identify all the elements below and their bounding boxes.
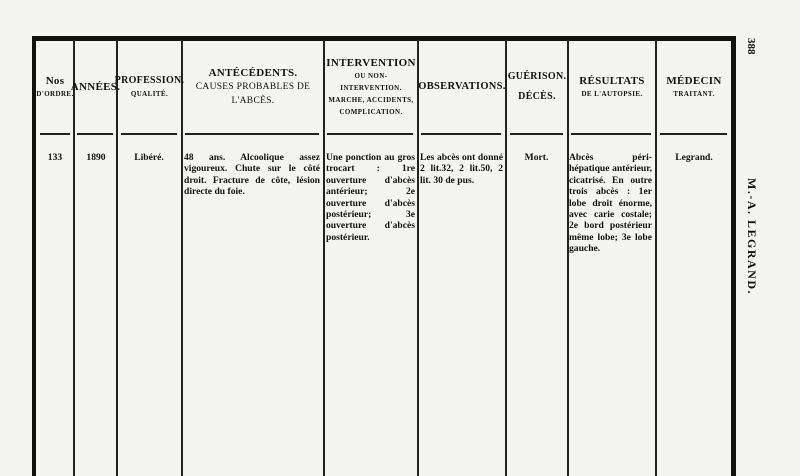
header-annees-label: ANNÉES. bbox=[70, 81, 121, 93]
header-rule bbox=[327, 133, 413, 135]
header-intervention-sub3: COMPLICATION. bbox=[339, 108, 403, 116]
header-resultats-label: RÉSULTATS bbox=[579, 75, 645, 87]
header-observations bbox=[419, 44, 505, 130]
header-medecin bbox=[657, 44, 731, 130]
header-rule bbox=[421, 133, 501, 135]
cell-issue: Mort. bbox=[524, 152, 549, 163]
header-numero-label: Nos bbox=[45, 75, 65, 87]
running-title: M.-A. LEGRAND. bbox=[745, 178, 759, 295]
header-annees bbox=[70, 44, 121, 130]
header-rule bbox=[510, 133, 563, 135]
header-rule bbox=[660, 133, 727, 135]
header-rule bbox=[77, 133, 113, 135]
header-antecedents-label: ANTÉCÉDENTS. bbox=[208, 67, 298, 79]
header-profession bbox=[114, 44, 185, 130]
header-intervention-sub2: MARCHE, ACCIDENTS, bbox=[328, 96, 414, 104]
header-profession-label: PROFESSION. bbox=[114, 75, 185, 86]
header-intervention-label: INTERVENTION bbox=[326, 57, 416, 69]
cell-resultats: Abcès péri-hépatique antérieur, cicatrisé. En outre trois abcès : 1er lobe droit énorme, avec carie costale; 2e bord postérieur même lobe; 3e lobe gauche. bbox=[569, 152, 652, 255]
header-antecedents bbox=[183, 44, 323, 130]
header-medecin-label: MÉDECIN bbox=[666, 75, 722, 87]
cell-profession: Libéré. bbox=[134, 152, 164, 163]
header-profession-sub: QUALITÉ. bbox=[130, 90, 169, 98]
table-left-border bbox=[32, 36, 36, 476]
header-guerison-label: GUÉRISON. bbox=[507, 71, 567, 82]
header-rule bbox=[121, 133, 177, 135]
cell-numero: 133 bbox=[47, 152, 63, 163]
header-antecedents-sub: CAUSES PROBABLES DE L'ABCÈS. bbox=[195, 82, 311, 106]
header-deces-label: DÉCÈS. bbox=[518, 91, 556, 102]
table-right-border bbox=[731, 36, 736, 476]
header-intervention bbox=[325, 44, 417, 130]
cell-intervention: Une ponction au gros trocart : 1re ouverture d'abcès antérieur; 2e ouverture d'abcès postérieur; 3e ouverture d'abcès postérieur. bbox=[326, 152, 415, 243]
header-resultats-sub: DE L'AUTOPSIE. bbox=[581, 90, 643, 98]
cell-annee: 1890 bbox=[86, 152, 106, 163]
header-observations-label: OBSERVATIONS. bbox=[418, 81, 506, 92]
header-numero bbox=[37, 44, 73, 130]
page-number: 388 bbox=[745, 38, 757, 55]
header-rule bbox=[571, 133, 651, 135]
header-medecin-sub: TRAITANT. bbox=[673, 90, 715, 98]
cell-antecedents: 48 ans. Alcoolique assez vigoureux. Chute sur le côté droit. Fracture de côte, lésion directe du foie. bbox=[184, 152, 320, 198]
header-rule bbox=[185, 133, 319, 135]
cell-observations: Les abcès ont donné 2 lit.32, 2 lit.50, 2 lit. 30 de pus. bbox=[420, 152, 503, 186]
header-numero-sub: D'ORDRE. bbox=[36, 90, 74, 98]
cell-medecin: Legrand. bbox=[675, 152, 713, 163]
header-rule bbox=[40, 133, 70, 135]
header-intervention-sub1: OU NON-INTERVENTION. bbox=[340, 72, 402, 92]
header-resultats bbox=[569, 44, 655, 130]
table-top-border bbox=[34, 36, 736, 41]
header-guerison bbox=[507, 44, 567, 130]
